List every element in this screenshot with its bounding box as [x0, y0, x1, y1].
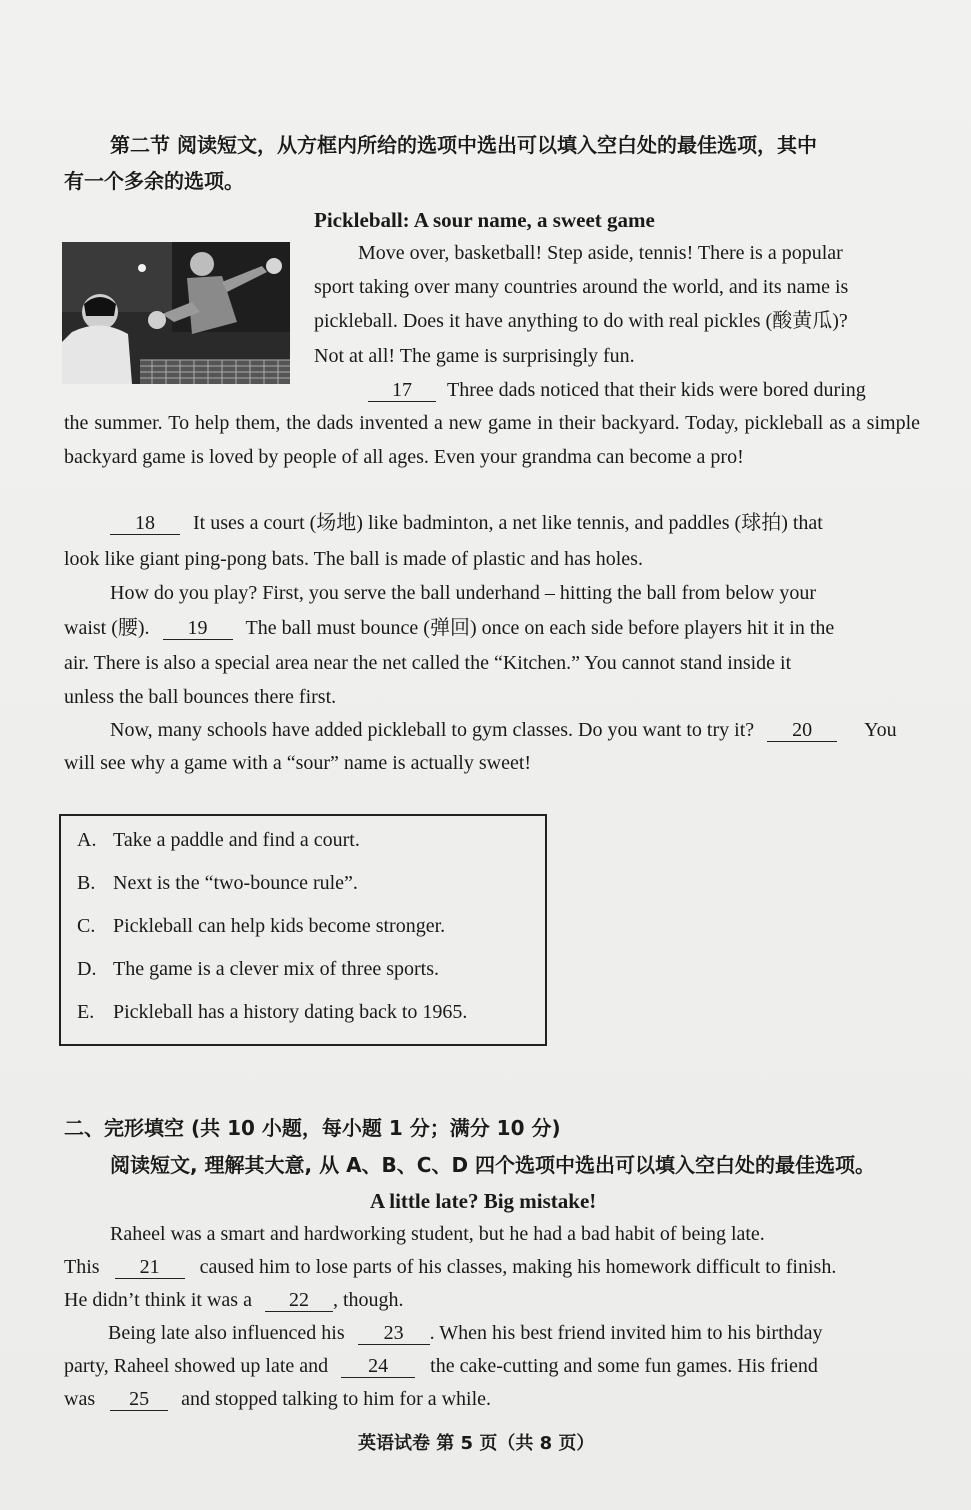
pickleball-players-photo [62, 242, 290, 384]
part2-instruction: 阅读短文, 理解其大意, 从 A、B、C、D 四个选项中选出可以填入空白处的最佳选项。 [110, 1153, 876, 1177]
p4-line1: How do you play? First, you serve the ball underhand – hitting the ball from below your [110, 582, 816, 604]
p1-line4: Not at all! The game is surprisingly fun. [314, 345, 635, 367]
page-footer: 英语试卷 第 5 页（共 8 页） [358, 1433, 595, 1454]
p5-line1: Now, many schools have added pickleball to gym classes. Do you want to try it? 20 You [110, 719, 897, 741]
p4-line4: unless the ball bounces there first. [64, 686, 337, 708]
option-b[interactable]: B. Next is the “two-bounce rule”. [77, 872, 358, 894]
section-heading: 第二节 阅读短文，从方框内所给的选项中选出可以填入空白处的最佳选项，其中 [110, 133, 817, 157]
blank-25[interactable]: 25 [110, 1388, 168, 1411]
passage-title: Pickleball: A sour name, a sweet game [314, 208, 655, 232]
p1-line1: Move over, basketball! Step aside, tennis! There is a popular [358, 242, 843, 264]
p2-rest: the summer. To help them, the dads invented a new game in their backyard. Today, pickleball as a simple backyard game is loved by people of all ages. Even your grandma can become a pro! [64, 412, 920, 468]
p3-line2: look like giant ping-pong bats. The ball is made of plastic and has holes. [64, 548, 643, 570]
blank-24[interactable]: 24 [341, 1355, 415, 1378]
options-box [59, 814, 547, 1046]
p4-line2: waist (腰). 19 The ball must bounce (弹回) once on each side before players hit it in the [64, 617, 835, 639]
p4-line3: air. There is also a special area near the net called the “Kitchen.” You cannot stand inside it [64, 652, 792, 674]
p1-line2: sport taking over many countries around the world, and its name is [314, 276, 849, 298]
option-d[interactable]: D. The game is a clever mix of three sports. [77, 958, 439, 980]
section-heading-cont: 有一个多余的选项。 [64, 169, 244, 193]
p5-line2: will see why a game with a “sour” name is actually sweet! [64, 752, 532, 774]
blank-19[interactable]: 19 [163, 617, 233, 640]
p2-line1: 17 Three dads noticed that their kids were bored during [368, 373, 866, 407]
pickleball-players-image [62, 242, 290, 384]
part2-line4: Being late also influenced his 23 . When his best friend invited him to his birthday [108, 1322, 823, 1344]
blank-17[interactable]: 17 [368, 379, 436, 402]
part2-line6: was 25 and stopped talking to him for a while. [64, 1388, 492, 1410]
part2-title: A little late? Big mistake! [370, 1189, 597, 1213]
blank-23[interactable]: 23 [358, 1322, 430, 1345]
part2-line1: Raheel was a smart and hardworking student, but he had a bad habit of being late. [110, 1223, 765, 1245]
blank-22[interactable]: 22 [265, 1289, 333, 1312]
part2-line2: This 21 caused him to lose parts of his classes, making his homework difficult to finish. [64, 1256, 837, 1278]
blank-21[interactable]: 21 [115, 1256, 185, 1279]
part2-line3: He didn’t think it was a 22 , though. [64, 1289, 404, 1311]
part2-line5: party, Raheel showed up late and 24 the cake-cutting and some fun games. His friend [64, 1355, 818, 1377]
option-e[interactable]: E. Pickleball has a history dating back to 1965. [77, 1001, 468, 1023]
option-a[interactable]: A. Take a paddle and find a court. [77, 829, 360, 851]
option-c[interactable]: C. Pickleball can help kids become stronger. [77, 915, 446, 937]
part2-heading: 二、完形填空 (共 10 小题，每小题 1 分；满分 10 分) [64, 1116, 561, 1140]
p3-line1: 18 It uses a court (场地) like badminton, a net like tennis, and paddles (球拍) that [110, 506, 823, 540]
p1-line3: pickleball. Does it have anything to do with real pickles (酸黄瓜)? [314, 310, 848, 332]
blank-20[interactable]: 20 [767, 719, 837, 742]
blank-18[interactable]: 18 [110, 512, 180, 535]
